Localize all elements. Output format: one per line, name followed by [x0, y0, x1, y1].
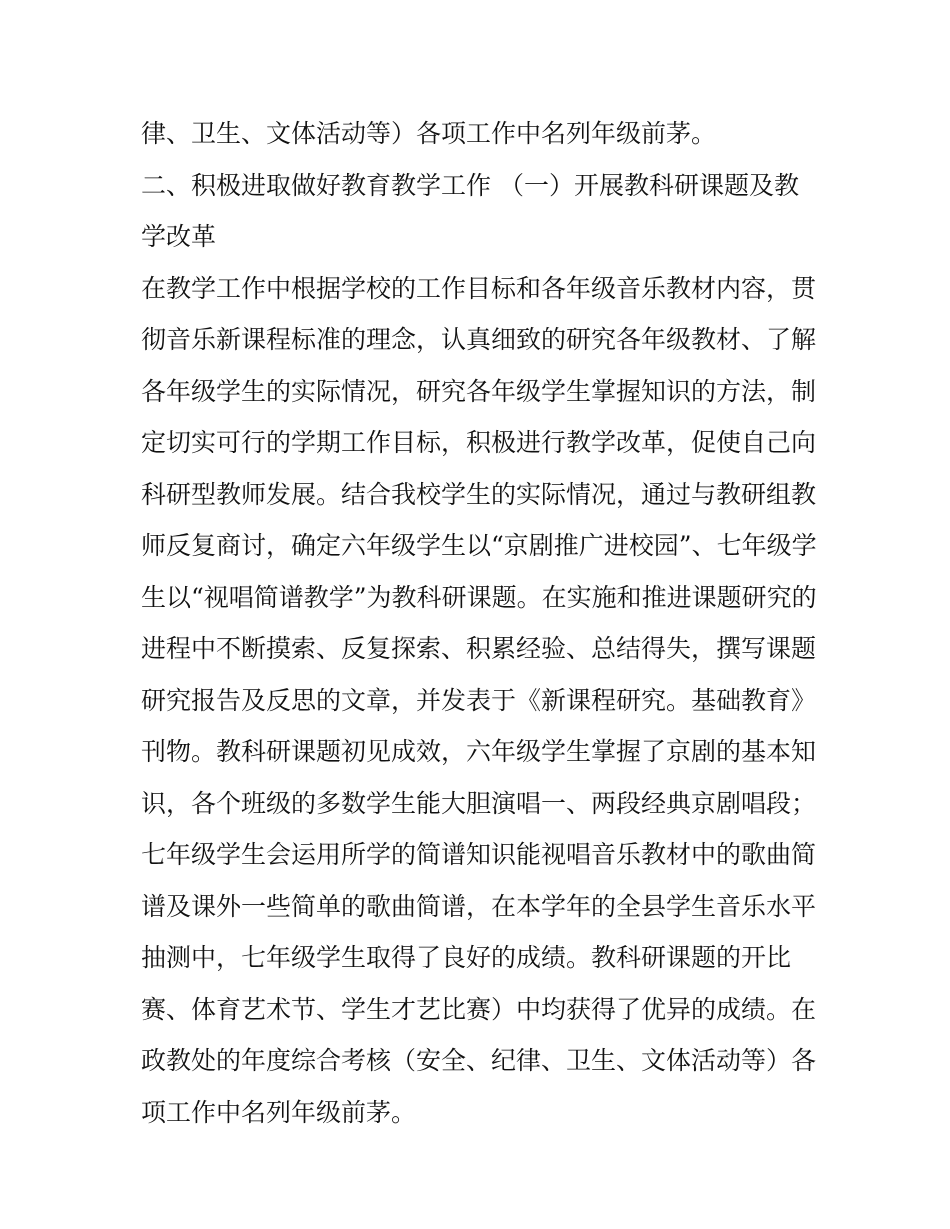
text-line: 彻音乐新课程标准的理念，认真细致的研究各年级教材、了解 [141, 325, 817, 354]
text-line: 进程中不断摸索、反复探索、积累经验、总结得失，撰写课题 [141, 634, 817, 663]
text-line: 各年级学生的实际情况，研究各年级学生掌握知识的方法，制 [141, 376, 817, 406]
text-line: 研究报告及反思的文章，并发表于《新课程研究。基础教育》 [141, 685, 817, 715]
text-line: 项工作中名列年级前茅。 [141, 1097, 417, 1127]
text-line: 定切实可行的学期工作目标，积极进行教学改革，促使自己向 [141, 428, 817, 457]
text-line: 律、卫生、文体活动等）各项工作中名列年级前茅。 [141, 119, 717, 148]
text-line: 七年级学生会运用所学的简谱知识能视唱音乐教材中的歌曲简 [141, 840, 817, 869]
text-line: 科研型教师发展。结合我校学生的实际情况，通过与教研组教 [141, 479, 817, 509]
section-heading-line: 二、积极进取做好教育教学工作 （一）开展教科研课题及教 [141, 170, 799, 200]
text-line: 谱及课外一些简单的歌曲简谱，在本学年的全县学生音乐水平 [141, 891, 817, 921]
document-body [141, 108, 821, 1138]
text-line: 在教学工作中根据学校的工作目标和各年级音乐教材内容，贯 [141, 273, 817, 303]
text-line: 师反复商讨，确定六年级学生以“京剧推广进校园”、七年级学 [141, 531, 817, 560]
section-heading-line: 学改革 [141, 222, 217, 251]
text-line: 政教处的年度综合考核（安全、纪律、卫生、文体活动等）各 [141, 1046, 817, 1075]
text-line: 识，各个班级的多数学生能大胆演唱一、两段经典京剧唱段； [141, 788, 817, 818]
text-line: 抽测中，七年级学生取得了良好的成绩。教科研课题的开比 [141, 943, 792, 972]
text-line: 生以“视唱简谱教学”为教科研课题。在实施和推进课题研究的 [141, 582, 817, 612]
text-line: 刊物。教科研课题初见成效，六年级学生掌握了京剧的基本知 [141, 737, 817, 766]
text-line: 赛、体育艺术节、学生才艺比赛）中均获得了优异的成绩。在 [141, 994, 817, 1024]
